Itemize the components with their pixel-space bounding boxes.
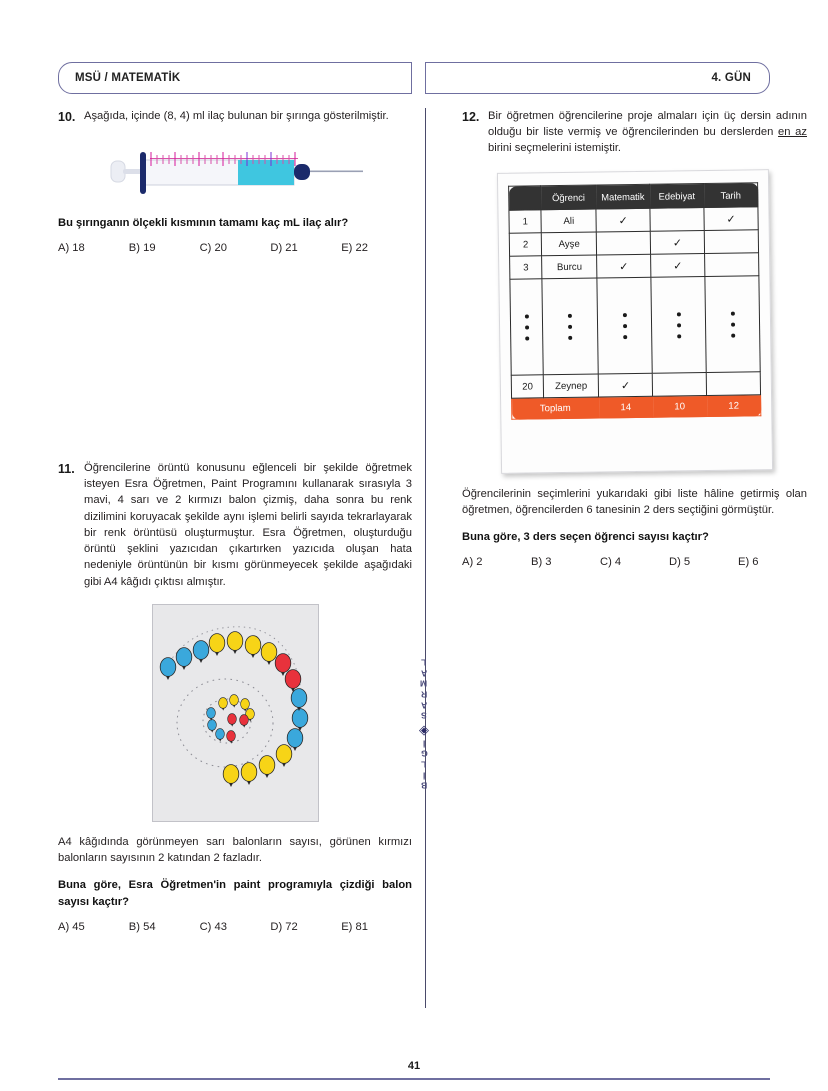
brand-letter: B: [420, 780, 428, 791]
question-12-number: 12.: [462, 110, 480, 124]
cell-tarih: ✓: [703, 206, 757, 230]
ellipsis-cell: [509, 278, 543, 374]
question-12-ask: Buna göre, 3 ders seçen öğrenci sayısı kaçtır?: [462, 531, 709, 544]
publisher-brand-vertical: [413, 614, 435, 834]
header-subject-box: [58, 62, 412, 94]
question-10-stem: Aşağıda, içinde (8, 4) ml ilaç bulunan bir şırınga gösterilmiştir.: [84, 110, 389, 122]
total-tarih: 12: [706, 394, 760, 416]
brand-letter: A: [420, 700, 428, 711]
question-10-number: 10.: [58, 110, 76, 124]
cell-edebiyat: [652, 372, 706, 396]
question-12-options: [462, 556, 807, 568]
table-ellipsis-row: [509, 275, 759, 374]
question-11-stem: Öğrencilerine örüntü konusunu eğlenceli bir şekilde öğretmek isteyen Esra Öğretmen, Paint Programını kullanarak sırasıyla 3 mavi, 4 sarı ve 2 kırmızı balon çizmiş, daha sonra bu renk dizilimini koruyacak şekilde aynı işlemi belirli sayıda tekrarlayarak bir renk örüntüsü oluşturmuştur. Esra Öğretmen, oluşturduğu örüntü şeklini yazıcıdan çıkartırken yazıcıda oluşan hata nedeniyle örüntünün bir kısmı görünmeyecek şekilde aşağıdaki gibi A4 kâğıdı çıktısı almıştır.: [84, 461, 412, 588]
question-12-stem-underline: en az: [778, 126, 807, 139]
option-b[interactable]: B) 54: [128, 920, 156, 933]
option-e[interactable]: E) 6: [738, 555, 759, 568]
th-ogrenci: Öğrenci: [540, 185, 595, 210]
question-11-options: [58, 921, 412, 933]
page-header: [58, 62, 770, 94]
option-d[interactable]: D) 72: [270, 920, 298, 933]
header-subject-label: MSÜ / MATEMATİK: [75, 72, 181, 84]
question-12-stem-post: birini seçmelerini istemiştir.: [488, 142, 622, 155]
cell-name: Ali: [541, 209, 596, 233]
brand-letter: A: [420, 668, 428, 679]
vertical-dots-icon: [510, 313, 542, 339]
total-matematik: 14: [598, 396, 652, 418]
table-row: [508, 206, 757, 232]
question-12-stem-pre: Bir öğretmen öğrencilerine proje almaları için üç dersin adının olduğu bir liste vermiş ve öğrencilerinden bu derslerden: [488, 110, 807, 139]
vertical-dots-icon: [705, 310, 758, 337]
cell-matematik: ✓: [596, 254, 650, 278]
question-11-note: A4 kâğıdında görünmeyen sarı balonların sayısı, görünen kırmızı balonların sayısının 2 katından 2 fazladır.: [58, 835, 412, 865]
cell-tarih: [704, 252, 758, 276]
cell-matematik: [596, 231, 650, 255]
question-12: [462, 108, 807, 568]
brand-letter: L: [421, 657, 427, 668]
header-day-label: 4. GÜN: [711, 72, 751, 84]
brand-logo-icon: ◈: [419, 721, 429, 737]
cell-index: 2: [509, 232, 542, 255]
a4-paper: [152, 604, 319, 822]
syringe-diagram: [105, 142, 365, 202]
option-e[interactable]: E) 81: [341, 920, 368, 933]
option-c[interactable]: C) 4: [600, 555, 622, 568]
th-tarih: Tarih: [703, 182, 757, 207]
ellipsis-cell: [597, 277, 652, 374]
student-table-card: [496, 169, 772, 474]
cell-edebiyat: ✓: [650, 253, 704, 277]
table-row: [509, 252, 758, 278]
total-edebiyat: 10: [652, 395, 706, 417]
cell-index: 1: [508, 210, 541, 233]
vertical-dots-icon: [543, 313, 597, 340]
th-matematik: Matematik: [595, 184, 649, 209]
option-d[interactable]: D) 5: [669, 555, 691, 568]
question-12-stem: [488, 108, 807, 157]
cell-name: Burcu: [541, 255, 596, 279]
left-column: [58, 108, 412, 933]
ellipsis-cell: [542, 278, 598, 375]
cell-tarih: [706, 371, 760, 395]
option-c[interactable]: C) 20: [199, 241, 227, 254]
right-column: [462, 108, 807, 568]
brand-letter: G: [420, 748, 428, 759]
column-divider: [422, 108, 426, 1008]
table-row: [511, 371, 760, 397]
total-label: Toplam: [511, 397, 598, 419]
footer-rule: [58, 1078, 770, 1080]
question-11: [58, 460, 412, 933]
th-index: [508, 186, 541, 210]
question-11-ask: Buna göre, Esra Öğretmen'in paint programıyla çizdiği balon sayısı kaçtır?: [58, 879, 412, 909]
table-header-row: [508, 182, 757, 209]
option-b[interactable]: B) 19: [128, 241, 156, 254]
option-b[interactable]: B) 3: [531, 555, 552, 568]
option-a[interactable]: A) 18: [58, 241, 85, 254]
cell-index: 3: [509, 255, 542, 278]
page-number: 41: [407, 1060, 421, 1072]
vertical-dots-icon: [598, 312, 651, 339]
table-total-row: [511, 394, 760, 418]
table-row: [509, 229, 758, 255]
cell-edebiyat: ✓: [650, 230, 704, 254]
question-10-ask: Bu şırınganın ölçekli kısmının tamamı kaç mL ilaç alır?: [58, 217, 349, 230]
option-c[interactable]: C) 43: [199, 920, 227, 933]
cell-name: Zeynep: [543, 374, 598, 398]
student-table-card-wrap: [462, 171, 807, 472]
brand-letter: S: [421, 710, 427, 721]
vertical-dots-icon: [651, 311, 704, 338]
brand-letter: L: [421, 759, 427, 770]
ellipsis-cell: [650, 276, 705, 373]
brand-letter: R: [420, 689, 428, 700]
option-a[interactable]: A) 2: [462, 555, 483, 568]
cell-matematik: ✓: [596, 208, 650, 232]
cell-edebiyat: [649, 207, 703, 231]
a4-balloon-figure: [58, 604, 412, 822]
cell-name: Ayşe: [541, 232, 596, 256]
brand-letter: M: [420, 679, 428, 690]
cell-index: 20: [511, 374, 544, 397]
syringe-figure: [58, 142, 412, 204]
option-d[interactable]: D) 21: [270, 241, 298, 254]
option-a[interactable]: A) 45: [58, 920, 85, 933]
th-edebiyat: Edebiyat: [649, 183, 703, 208]
question-10: [58, 108, 412, 254]
option-e[interactable]: E) 22: [341, 241, 368, 254]
header-day-box: [425, 62, 770, 94]
ellipsis-cell: [704, 275, 759, 372]
balloon-spiral: [153, 605, 318, 821]
question-10-options: [58, 242, 412, 254]
brand-letter: İ: [422, 738, 426, 749]
cell-matematik: ✓: [598, 373, 652, 397]
cell-tarih: [704, 229, 758, 253]
brand-letter: İ: [422, 770, 426, 781]
question-11-number: 11.: [58, 461, 75, 476]
question-12-note: Öğrencilerinin seçimlerini yukarıdaki gibi liste hâline getirmiş olan öğretmen, öğrencilerden 6 tanesinin 2 ders seçtiğini görmüştür.: [462, 487, 807, 516]
student-course-table: [508, 182, 761, 419]
